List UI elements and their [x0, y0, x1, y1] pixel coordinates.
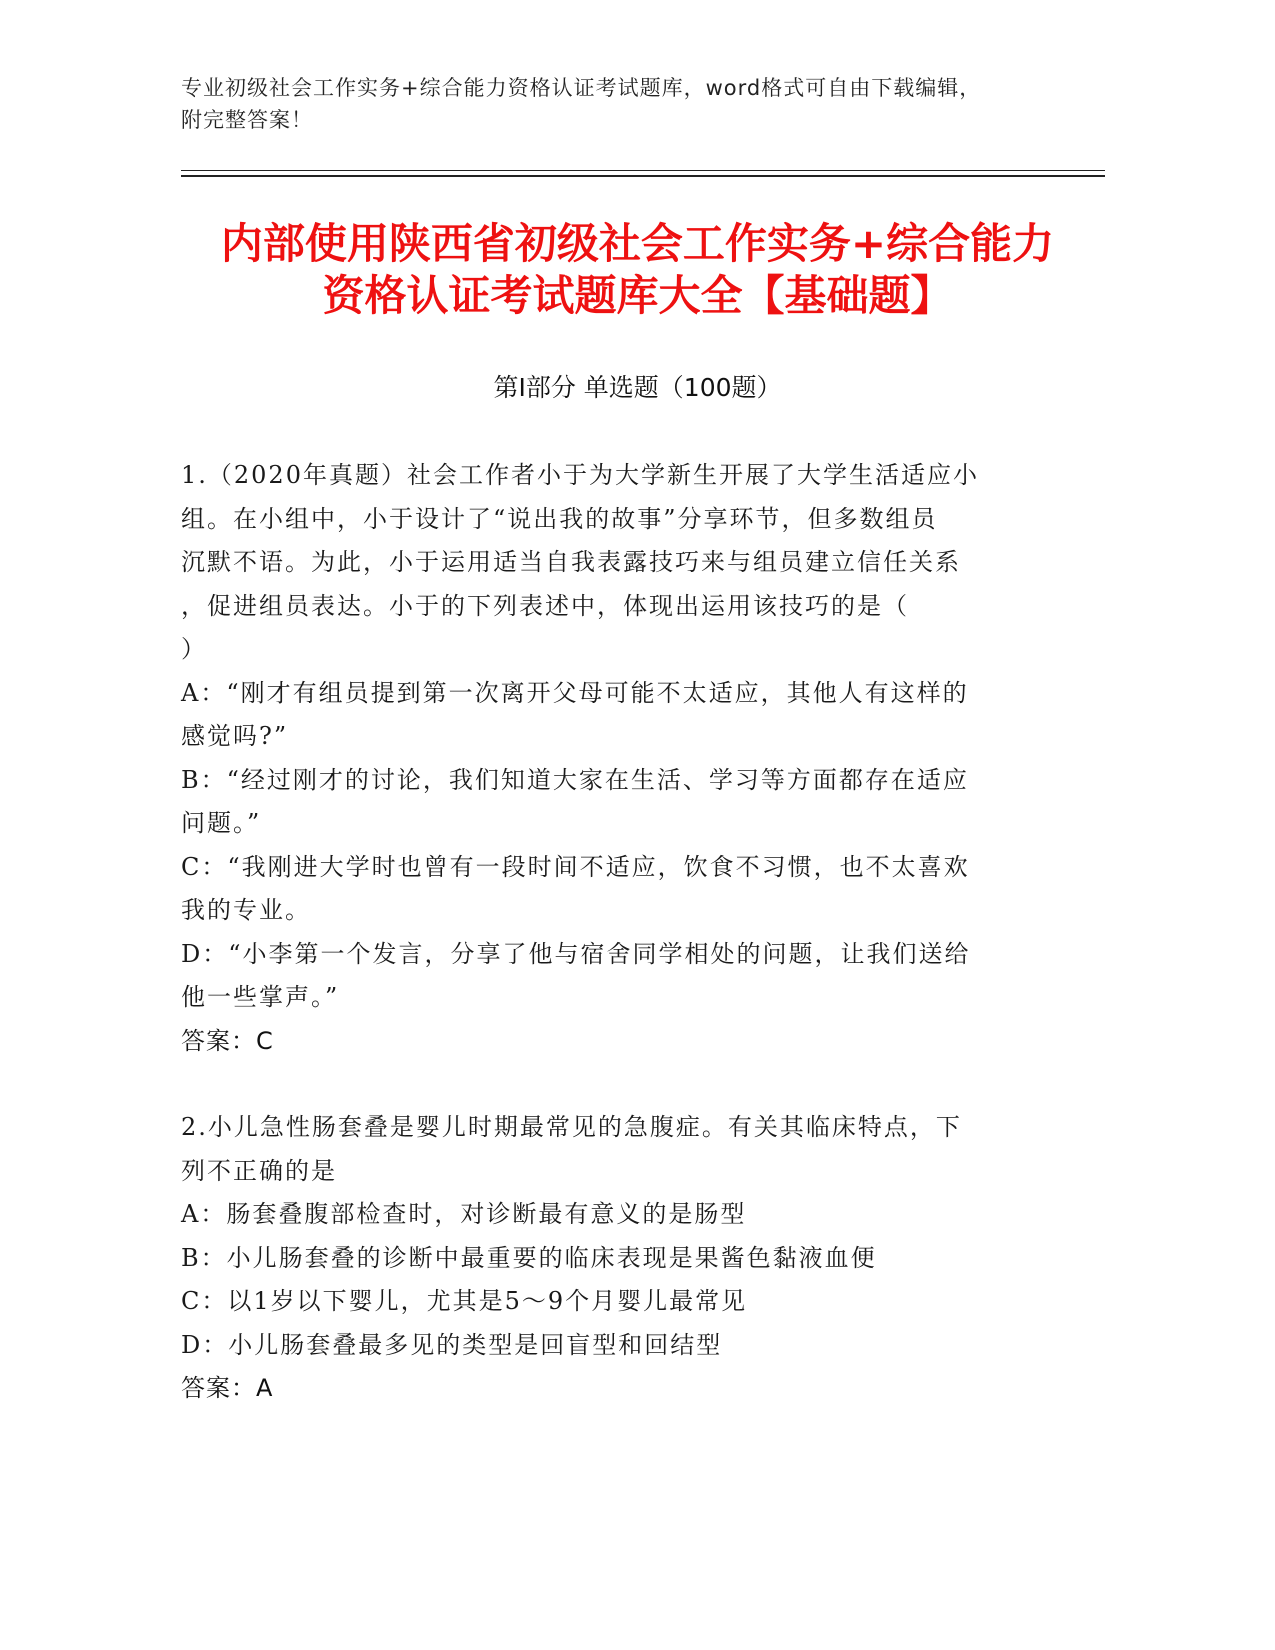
option-c-line: 我的专业。: [181, 896, 311, 924]
header-note-line: 附完整答案！: [181, 108, 313, 132]
question-1: [181, 454, 1041, 1063]
question-stem-line: 组。在小组中，小于设计了“说出我的故事”分享环节，但多数组员: [181, 504, 938, 533]
document-title-line: 资格认证考试题库大全【基础题】: [322, 271, 953, 320]
question-stem-line: ）: [181, 635, 207, 663]
option-a-line: A：“刚才有组员提到第一次离开父母可能不太适应，其他人有这样的: [181, 678, 969, 707]
question-stem-line: 1.（2020年真题）社会工作者小于为大学新生开展了大学生活适应小: [181, 461, 979, 489]
option-d-line: 他一些掌声。”: [181, 983, 340, 1011]
option-b-line: B：“经过刚才的讨论，我们知道大家在生活、学习等方面都存在适应: [181, 765, 969, 794]
document-title: [150, 218, 1125, 322]
option-c-line: C：以1岁以下婴儿，尤其是5～9个月婴儿最常见: [181, 1287, 748, 1315]
option-d-line: D：“小李第一个发言，分享了他与宿舍同学相处的问题，让我们送给: [181, 939, 971, 968]
option-c-line: C：“我刚进大学时也曾有一段时间不适应，饮食不习惯，也不太喜欢: [181, 852, 970, 881]
option-b-line: 问题。”: [181, 809, 262, 837]
question-2: [181, 1106, 1041, 1411]
document-title-line: 内部使用陕西省初级社会工作实务+综合能力: [220, 219, 1055, 268]
question-stem-line: 列不正确的是: [181, 1156, 337, 1185]
question-stem-line: ，促进组员表达。小于的下列表述中，体现出运用该技巧的是（: [181, 591, 909, 620]
answer-label: 答案：A: [181, 1374, 274, 1402]
answer-label: 答案：C: [181, 1026, 274, 1055]
header-note: [181, 72, 1081, 136]
question-stem-line: 沉默不语。为此，小于运用适当自我表露技巧来与组员建立信任关系: [181, 548, 961, 576]
section-title: 第I部分 单选题（100题）: [493, 373, 782, 402]
option-d-line: D：小儿肠套叠最多见的类型是回盲型和回结型: [181, 1330, 723, 1359]
header-divider-thick: [181, 175, 1105, 177]
option-b-line: B：小儿肠套叠的诊断中最重要的临床表现是果酱色黏液血便: [181, 1243, 877, 1272]
option-a-line: 感觉吗?”: [181, 722, 289, 750]
header-divider-thin: [181, 170, 1105, 171]
option-a-line: A：肠套叠腹部检查时，对诊断最有意义的是肠型: [181, 1200, 747, 1228]
header-note-line: 专业初级社会工作实务+综合能力资格认证考试题库，word格式可自由下载编辑，: [181, 76, 982, 100]
question-stem-line: 2.小儿急性肠套叠是婴儿时期最常见的急腹症。有关其临床特点，下: [181, 1113, 962, 1141]
